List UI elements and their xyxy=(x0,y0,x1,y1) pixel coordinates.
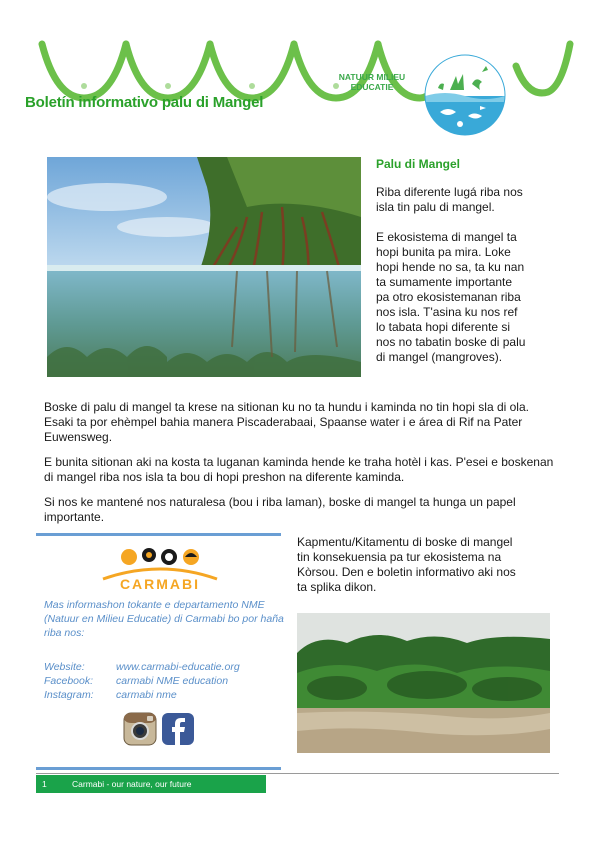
info-box-top-divider xyxy=(36,533,281,536)
nme-label: NATUUR MILIEU EDUCATIE xyxy=(338,72,406,92)
instagram-label: Instagram: xyxy=(44,689,94,701)
body-paragraph-2: E bunita sitionan aki na kosta ta luganan kaminda hende ke traha hotèl i kas. P'esei e boskenan di mangel riba nos isla ta bou di hopi preshon na diferente kaminda. xyxy=(44,455,554,484)
social-icons xyxy=(123,712,195,746)
page-number: 1 xyxy=(42,779,47,789)
website-link[interactable]: www.carmabi-educatie.org xyxy=(116,661,240,673)
closing-paragraph: Kapmentu/Kitamentu di boske di mangel tin konsekuensia pa tur ekosistema na Kòrsou. Den e boletin informativo aki nos ta splika dikon. xyxy=(297,535,516,594)
footer-divider xyxy=(36,773,559,774)
facebook-icon[interactable] xyxy=(161,712,195,746)
facebook-link[interactable]: carmabi NME education xyxy=(116,675,229,687)
page-title: Boletín informativo palu di Mangel xyxy=(25,94,264,111)
body-paragraph-1: Boske di palu di mangel ta krese na sitionan ku no ta hundu i kaminda no tin hopi sla di ola. Esaki ta por ehèmpel bahia manera Piscaderabaai, Spaanse water i e área di Rif na Pater Euwensweg. xyxy=(44,400,529,444)
contact-row-instagram xyxy=(44,688,240,702)
body-text xyxy=(44,400,554,535)
intro-paragraph-1: Riba diferente lugá riba nos isla tin palu di mangel. xyxy=(376,185,523,214)
contact-list xyxy=(44,660,240,702)
info-intro: Mas informashon tokante e departamento NME (Natuur en Milieu Educatie) di Carmabi bo por haña riba nos: xyxy=(44,599,284,639)
info-box-bottom-divider xyxy=(36,767,281,770)
mangrove-photo xyxy=(47,157,361,377)
nme-logo-icon xyxy=(420,50,510,140)
facebook-label: Facebook: xyxy=(44,675,94,687)
instagram-link[interactable]: carmabi nme xyxy=(116,689,177,701)
footer-text: Carmabi - our nature, our future xyxy=(72,779,192,789)
footer-bar xyxy=(36,775,266,793)
intro-paragraph-2: E ekosistema di mangel ta hopi bunita pa mira. Loke hopi hende no sa, ta ku nan ta sumamente importante pa otro ekosistemanan riba nos isla. T'asina ku nos ref lo tabata hopi diferente si nos no tabatin boske di palu di mangel (mangroves). xyxy=(376,230,526,364)
mangrove-forest-photo xyxy=(297,613,550,753)
intro-text xyxy=(376,185,526,380)
carmabi-logo xyxy=(97,545,223,591)
instagram-icon[interactable] xyxy=(123,712,157,746)
section-title: Palu di Mangel xyxy=(376,157,461,171)
contact-row-facebook xyxy=(44,674,240,688)
contact-row-website xyxy=(44,660,240,674)
body-paragraph-3: Si nos ke mantené nos naturalesa (bou i riba laman), boske di mangel ta hunga un papel importante. xyxy=(44,495,516,524)
carmabi-logo-text: CARMABI xyxy=(119,576,201,591)
website-label: Website: xyxy=(44,661,85,673)
